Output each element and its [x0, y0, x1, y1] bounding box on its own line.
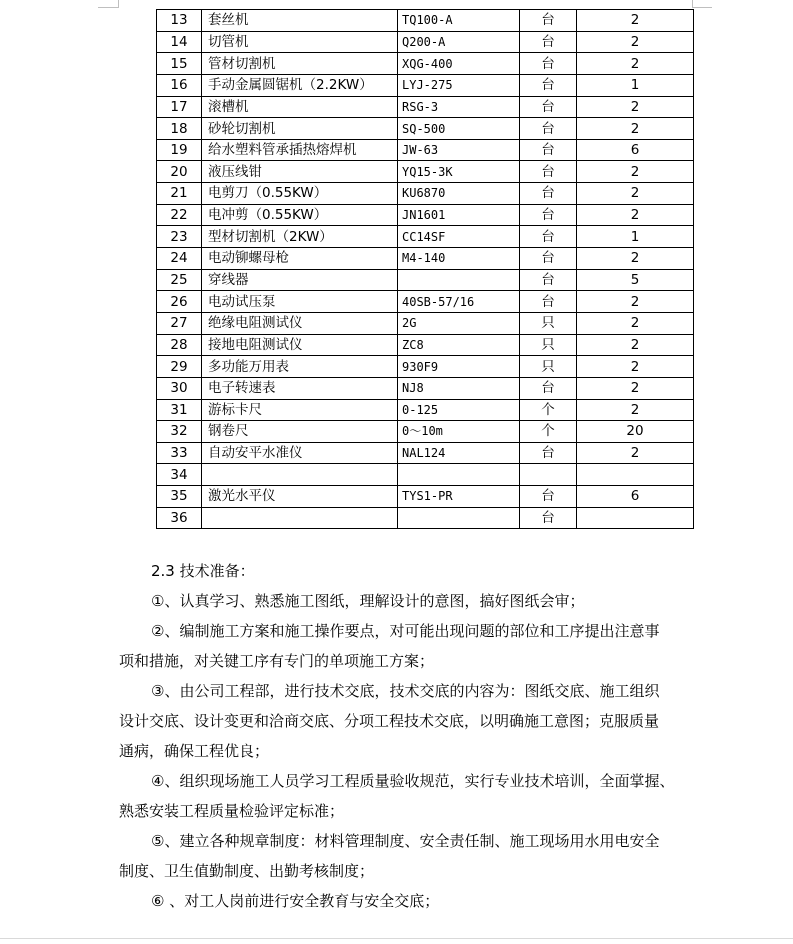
- equipment-name-cell: 砂轮切割机: [202, 118, 398, 140]
- equipment-name-cell: 接地电阻测试仪: [202, 334, 398, 356]
- paragraph-line: ②、编制施工方案和施工操作要点，对可能出现问题的部位和工序提出注意事: [151, 622, 660, 640]
- model-cell: Q200-A: [398, 31, 520, 53]
- table-row: [157, 204, 694, 226]
- row-number-cell: 27: [157, 312, 202, 334]
- row-number-cell: 25: [157, 269, 202, 291]
- unit-cell: 台: [520, 118, 577, 140]
- paragraph-line: 设计交底、设计变更和洽商交底、分项工程技术交底，以明确施工意图；克服质量: [119, 712, 660, 730]
- equipment-name-cell: 切管机: [202, 31, 398, 53]
- model-cell: 40SB-57/16: [398, 291, 520, 313]
- unit-cell: 台: [520, 377, 577, 399]
- unit-cell: 只: [520, 356, 577, 378]
- model-cell: NJ8: [398, 377, 520, 399]
- equipment-name-cell: 绝缘电阻测试仪: [202, 312, 398, 334]
- row-number-cell: 28: [157, 334, 202, 356]
- model-cell: 2G: [398, 312, 520, 334]
- model-cell: JW-63: [398, 139, 520, 161]
- unit-cell: 台: [520, 10, 577, 32]
- quantity-cell: 2: [577, 291, 694, 313]
- equipment-name-cell: 电动铆螺母枪: [202, 248, 398, 270]
- unit-cell: 台: [520, 161, 577, 183]
- equipment-name-cell: 型材切割机（2KW）: [202, 226, 398, 248]
- equipment-name-cell: 电冲剪（0.55KW）: [202, 204, 398, 226]
- quantity-cell: 2: [577, 53, 694, 75]
- equipment-name-cell: 套丝机: [202, 10, 398, 32]
- equipment-name-cell: 电子转速表: [202, 377, 398, 399]
- model-cell: JN1601: [398, 204, 520, 226]
- model-cell: 930F9: [398, 356, 520, 378]
- row-number-cell: 14: [157, 31, 202, 53]
- row-number-cell: 13: [157, 10, 202, 32]
- quantity-cell: 1: [577, 74, 694, 96]
- equipment-name-cell: [202, 507, 398, 529]
- unit-cell: 只: [520, 312, 577, 334]
- quantity-cell: [577, 464, 694, 486]
- equipment-name-cell: 管材切割机: [202, 53, 398, 75]
- equipment-name-cell: 自动安平水准仪: [202, 442, 398, 464]
- table-row: [157, 183, 694, 205]
- model-cell: LYJ-275: [398, 74, 520, 96]
- row-number-cell: 35: [157, 486, 202, 508]
- unit-cell: 台: [520, 139, 577, 161]
- unit-cell: 台: [520, 269, 577, 291]
- model-cell: [398, 269, 520, 291]
- paragraph-line: ①、认真学习、熟悉施工图纸，理解设计的意图，搞好图纸会审；: [151, 592, 585, 610]
- table-row: [157, 312, 694, 334]
- unit-cell: 个: [520, 421, 577, 443]
- row-number-cell: 18: [157, 118, 202, 140]
- equipment-name-cell: 电动试压泵: [202, 291, 398, 313]
- row-number-cell: 26: [157, 291, 202, 313]
- unit-cell: 台: [520, 74, 577, 96]
- row-number-cell: 15: [157, 53, 202, 75]
- model-cell: SQ-500: [398, 118, 520, 140]
- row-number-cell: 33: [157, 442, 202, 464]
- unit-cell: 台: [520, 248, 577, 270]
- row-number-cell: 19: [157, 139, 202, 161]
- table-row: [157, 31, 694, 53]
- unit-cell: 台: [520, 486, 577, 508]
- row-number-cell: 23: [157, 226, 202, 248]
- row-number-cell: 32: [157, 421, 202, 443]
- row-number-cell: 36: [157, 507, 202, 529]
- quantity-cell: 2: [577, 31, 694, 53]
- model-cell: 0～10m: [398, 421, 520, 443]
- table-row: [157, 53, 694, 75]
- quantity-cell: 2: [577, 399, 694, 421]
- margin-corner-mark: [692, 7, 712, 8]
- table-row: [157, 464, 694, 486]
- paragraph-line: 制度、卫生值勤制度、出勤考核制度；: [119, 862, 375, 880]
- quantity-cell: 2: [577, 10, 694, 32]
- table-row: [157, 421, 694, 443]
- table-row: [157, 442, 694, 464]
- model-cell: [398, 464, 520, 486]
- row-number-cell: 29: [157, 356, 202, 378]
- quantity-cell: 5: [577, 269, 694, 291]
- paragraph-line: ⑥ 、对工人岗前进行安全教育与安全交底；: [151, 892, 440, 910]
- equipment-table: [156, 9, 694, 529]
- section-heading: 2.3 技术准备：: [151, 562, 255, 580]
- row-number-cell: 17: [157, 96, 202, 118]
- paragraph-line: 通病，确保工程优良；: [119, 742, 270, 760]
- quantity-cell: 2: [577, 183, 694, 205]
- equipment-name-cell: 激光水平仪: [202, 486, 398, 508]
- paragraph-line: 项和措施，对关键工序有专门的单项施工方案；: [119, 652, 435, 670]
- equipment-name-cell: 手动金属圆锯机（2.2KW）: [202, 74, 398, 96]
- unit-cell: 台: [520, 183, 577, 205]
- model-cell: XQG-400: [398, 53, 520, 75]
- model-cell: 0-125: [398, 399, 520, 421]
- row-number-cell: 21: [157, 183, 202, 205]
- table-row: [157, 486, 694, 508]
- row-number-cell: 24: [157, 248, 202, 270]
- model-cell: RSG-3: [398, 96, 520, 118]
- row-number-cell: 34: [157, 464, 202, 486]
- table-row: [157, 118, 694, 140]
- model-cell: YQ15-3K: [398, 161, 520, 183]
- margin-corner-mark: [692, 0, 693, 8]
- quantity-cell: [577, 507, 694, 529]
- table-row: [157, 334, 694, 356]
- unit-cell: 只: [520, 334, 577, 356]
- row-number-cell: 20: [157, 161, 202, 183]
- table-row: [157, 356, 694, 378]
- quantity-cell: 20: [577, 421, 694, 443]
- quantity-cell: 2: [577, 118, 694, 140]
- row-number-cell: 22: [157, 204, 202, 226]
- quantity-cell: 6: [577, 486, 694, 508]
- model-cell: CC14SF: [398, 226, 520, 248]
- row-number-cell: 31: [157, 399, 202, 421]
- quantity-cell: 2: [577, 334, 694, 356]
- equipment-name-cell: 钢卷尺: [202, 421, 398, 443]
- unit-cell: 台: [520, 204, 577, 226]
- equipment-name-cell: 滚槽机: [202, 96, 398, 118]
- unit-cell: 台: [520, 226, 577, 248]
- unit-cell: 台: [520, 53, 577, 75]
- model-cell: ZC8: [398, 334, 520, 356]
- table-row: [157, 507, 694, 529]
- quantity-cell: 6: [577, 139, 694, 161]
- paragraph-line: 熟悉安装工程质量检验评定标准；: [119, 802, 345, 820]
- table-row: [157, 377, 694, 399]
- table-row: [157, 269, 694, 291]
- table-row: [157, 399, 694, 421]
- row-number-cell: 30: [157, 377, 202, 399]
- quantity-cell: 2: [577, 312, 694, 334]
- paragraph-line: ④、组织现场施工人员学习工程质量验收规范，实行专业技术培训，全面掌握、: [151, 772, 675, 790]
- unit-cell: 台: [520, 507, 577, 529]
- quantity-cell: 2: [577, 442, 694, 464]
- quantity-cell: 2: [577, 248, 694, 270]
- unit-cell: 个: [520, 399, 577, 421]
- quantity-cell: 2: [577, 356, 694, 378]
- model-cell: TYS1-PR: [398, 486, 520, 508]
- equipment-table-body: [157, 10, 694, 529]
- quantity-cell: 2: [577, 377, 694, 399]
- table-row: [157, 226, 694, 248]
- quantity-cell: 1: [577, 226, 694, 248]
- table-row: [157, 139, 694, 161]
- margin-corner-mark: [118, 0, 119, 8]
- model-cell: [398, 507, 520, 529]
- table-row: [157, 161, 694, 183]
- equipment-name-cell: 穿线器: [202, 269, 398, 291]
- quantity-cell: 2: [577, 161, 694, 183]
- table-row: [157, 10, 694, 32]
- section-paragraphs: [119, 586, 699, 916]
- equipment-name-cell: 液压线钳: [202, 161, 398, 183]
- unit-cell: 台: [520, 96, 577, 118]
- unit-cell: 台: [520, 442, 577, 464]
- equipment-name-cell: [202, 464, 398, 486]
- table-row: [157, 291, 694, 313]
- model-cell: M4-140: [398, 248, 520, 270]
- paragraph-line: ⑤、建立各种规章制度：材料管理制度、安全责任制、施工现场用水用电安全: [151, 832, 660, 850]
- row-number-cell: 16: [157, 74, 202, 96]
- unit-cell: 台: [520, 291, 577, 313]
- margin-corner-mark: [98, 7, 118, 8]
- equipment-name-cell: 电剪刀（0.55KW）: [202, 183, 398, 205]
- equipment-name-cell: 多功能万用表: [202, 356, 398, 378]
- unit-cell: [520, 464, 577, 486]
- technical-preparation-section: [119, 556, 699, 916]
- page-divider: [0, 938, 793, 939]
- table-row: [157, 74, 694, 96]
- quantity-cell: 2: [577, 96, 694, 118]
- paragraph-line: ③、由公司工程部，进行技术交底，技术交底的内容为：图纸交底、施工组织: [151, 682, 660, 700]
- quantity-cell: 2: [577, 204, 694, 226]
- model-cell: KU6870: [398, 183, 520, 205]
- table-row: [157, 248, 694, 270]
- table-row: [157, 96, 694, 118]
- model-cell: TQ100-A: [398, 10, 520, 32]
- equipment-name-cell: 游标卡尺: [202, 399, 398, 421]
- model-cell: NAL124: [398, 442, 520, 464]
- equipment-name-cell: 给水塑料管承插热熔焊机: [202, 139, 398, 161]
- unit-cell: 台: [520, 31, 577, 53]
